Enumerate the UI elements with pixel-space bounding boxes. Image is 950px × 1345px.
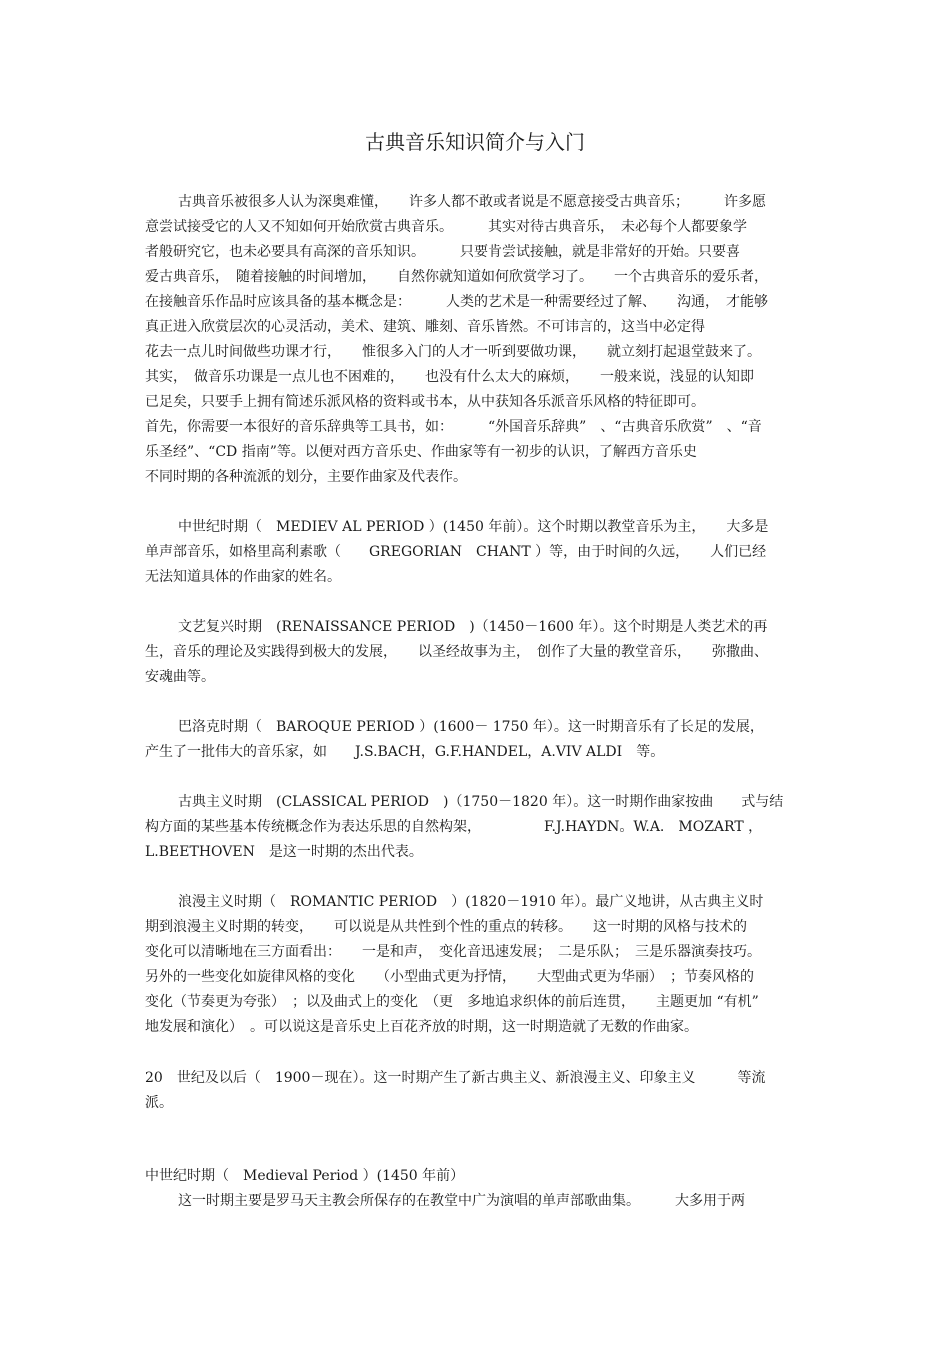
medieval-paragraph bbox=[145, 515, 810, 590]
text-line: 文艺复兴时期 (RENAISSANCE PERIOD )（1450－1600 年）。这个时期是人类艺术的再 bbox=[178, 619, 768, 635]
romantic-paragraph bbox=[145, 890, 810, 1040]
text-line: 爱古典音乐， 随着接触的时间增加， 自然你就知道如何欣赏学习了。 一个古典音乐的爱乐者， bbox=[145, 269, 768, 285]
text-line: 另外的一些变化如旋律风格的变化 （小型曲式更为抒情， 大型曲式更为华丽） ；节奏风格的 bbox=[145, 969, 754, 985]
text-line: 这一时期主要是罗马天主教会所保存的在教堂中广为演唱的单声部歌曲集。 大多用于两 bbox=[178, 1193, 745, 1209]
text-line: 期到浪漫主义时期的转变， 可以说是从共性到个性的重点的转移。 这一时期的风格与技术的 bbox=[145, 919, 747, 935]
section-heading: 中世纪时期（ Medieval Period ）(1450 年前） bbox=[145, 1168, 465, 1184]
text-line: 构方面的某些基本传统概念作为表达乐思的自然构架， F.J.HAYDN。W.A. MOZART ， bbox=[145, 819, 763, 835]
text-line: 古典主义时期 (CLASSICAL PERIOD )（1750－1820 年）。这一时期作曲家按曲 式与结 bbox=[178, 794, 784, 810]
text-line: 乐圣经”、“CD 指南”等。以便对西方音乐史、作曲家等有一初步的认识，了解西方音乐史 bbox=[145, 444, 697, 460]
intro-paragraph bbox=[145, 190, 810, 490]
text-line: 变化可以清晰地在三方面看出： 一是和声， 变化音迅速发展； 二是乐队； 三是乐器演奏技巧。 bbox=[145, 944, 761, 960]
text-line: 派。 bbox=[145, 1095, 173, 1111]
text-line: 意尝试接受它的人又不知如何开始欣赏古典音乐。 其实对待古典音乐， 未必每个人都要象学 bbox=[145, 219, 747, 235]
text-line: 中世纪时期（ MEDIEV AL PERIOD ）(1450 年前）。这个时期以教堂音乐为主， 大多是 bbox=[178, 519, 769, 535]
text-line: 真正进入欣赏层次的心灵活动，美术、建筑、雕刻、音乐皆然。不可讳言的，这当中必定得 bbox=[145, 319, 705, 335]
twentieth-century-paragraph bbox=[145, 1066, 810, 1116]
text-line: 不同时期的各种流派的划分，主要作曲家及代表作。 bbox=[145, 469, 467, 485]
text-line: L.BEETHOVEN 是这一时期的杰出代表。 bbox=[145, 844, 423, 860]
text-line: 者般研究它，也未必要具有高深的音乐知识。 只要肯尝试接触，就是非常好的开始。只要喜 bbox=[145, 244, 740, 260]
text-line: 古典音乐被很多人认为深奥难懂， 许多人都不敢或者说是不愿意接受古典音乐； 许多愿 bbox=[178, 194, 766, 210]
text-line: 浪漫主义时期（ ROMANTIC PERIOD ）(1820－1910 年）。最广义地讲，从古典主义时 bbox=[178, 894, 764, 910]
text-line: 生，音乐的理论及实践得到极大的发展， 以圣经故事为主， 创作了大量的教堂音乐， 弥撒曲、 bbox=[145, 644, 768, 660]
text-line: 产生了一批伟大的音乐家，如 J.S.BACH，G.F.HANDEL，A.VIV ALDI 等。 bbox=[145, 744, 665, 760]
baroque-paragraph bbox=[145, 715, 810, 765]
text-line: 安魂曲等。 bbox=[145, 669, 215, 685]
text-line: 其实， 做音乐功课是一点儿也不困难的， 也没有什么太大的麻烦， 一般来说，浅显的认知即 bbox=[145, 369, 754, 385]
text-line: 在接触音乐作品时应该具备的基本概念是： 人类的艺术是一种需要经过了解、 沟通， 才能够 bbox=[145, 294, 768, 310]
text-line: 花去一点儿时间做些功课才行， 惟很多入门的人才一听到要做功课， 就立刻打起退堂鼓来了。 bbox=[145, 344, 761, 360]
medieval-section bbox=[145, 1164, 810, 1214]
text-line: 20 世纪及以后（ 1900－现在）。这一时期产生了新古典主义、新浪漫主义、印象主义 等流 bbox=[145, 1070, 766, 1086]
renaissance-paragraph bbox=[145, 615, 810, 690]
classical-paragraph bbox=[145, 790, 810, 865]
text-line: 首先，你需要一本很好的音乐辞典等工具书，如： “外国音乐辞典” 、“古典音乐欣赏” 、“音 bbox=[145, 419, 762, 435]
text-line: 已足矣，只要手上拥有简述乐派风格的资料或书本，从中获知各乐派音乐风格的特征即可。 bbox=[145, 394, 705, 410]
text-line: 单声部音乐，如格里高利素歌（ GREGORIAN CHANT ）等，由于时间的久远， 人们已经 bbox=[145, 544, 767, 560]
page-title: 古典音乐知识简介与入门 bbox=[365, 130, 585, 154]
text-line: 地发展和演化） 。可以说这是音乐史上百花齐放的时期，这一时期造就了无数的作曲家。 bbox=[145, 1019, 698, 1035]
text-line: 变化（节奏更为夸张） ；以及曲式上的变化 （更 多地追求织体的前后连贯， 主题更加 “有机” bbox=[145, 994, 759, 1010]
text-line: 无法知道具体的作曲家的姓名。 bbox=[145, 569, 341, 585]
text-line: 巴洛克时期（ BAROQUE PERIOD ）(1600－ 1750 年）。这一时期音乐有了长足的发展， bbox=[178, 719, 764, 735]
